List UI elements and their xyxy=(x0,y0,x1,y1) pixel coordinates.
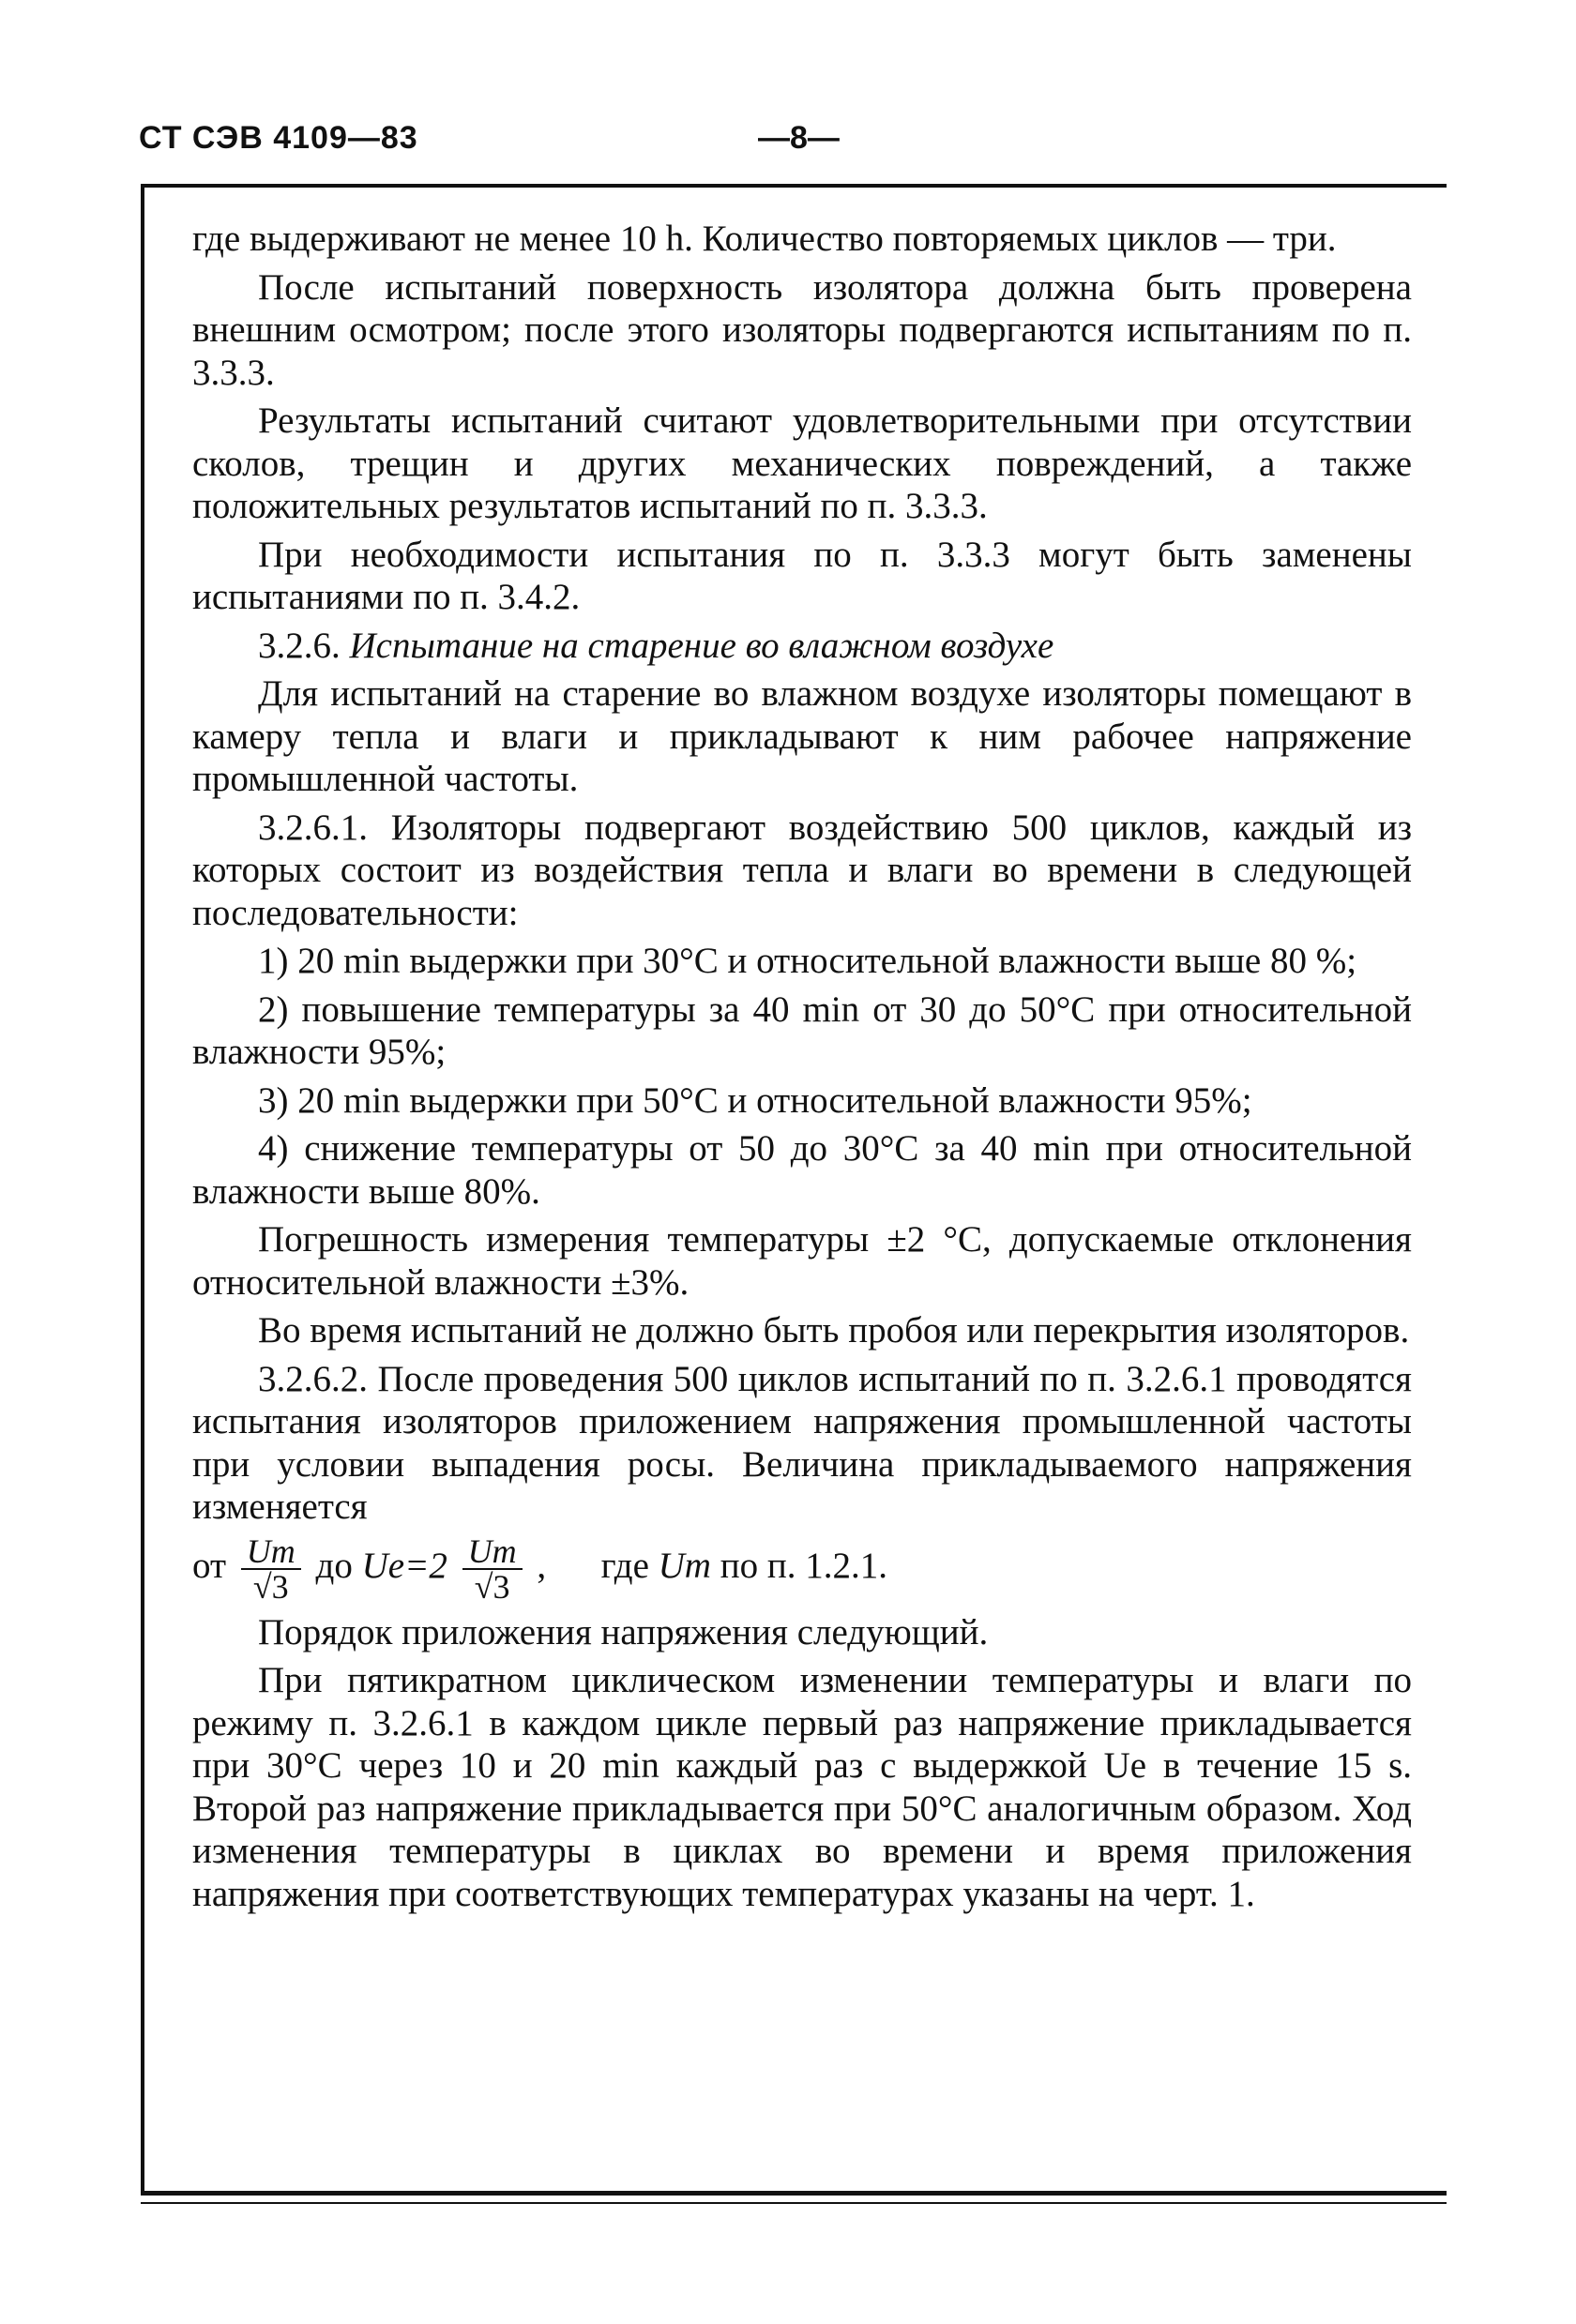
formula-reference: по п. 1.2.1. xyxy=(720,1545,887,1586)
frame-top-rule xyxy=(141,184,1447,188)
paragraph-no-breakdown: Во время испытаний не должно быть пробоя или перекрытия изоляторов. xyxy=(258,1310,1410,1351)
formula-to: до xyxy=(315,1545,353,1586)
paragraph-inspection: После испытаний поверхность изолятора должна быть проверена внешним осмотром; после этого изоляторы подвергаются испытаниям по п. 3.3.3. xyxy=(192,266,1412,393)
page-body xyxy=(192,218,1412,1921)
paragraph-replacement: При необходимости испытания по п. 3.3.3 могут быть заменены испытаниями по п. 3.4.2. xyxy=(192,534,1412,617)
section-heading-3-2-6 xyxy=(192,625,1412,668)
section-number: 3.2.6. xyxy=(258,625,341,666)
cycle-step-2: 2) повышение температуры за 40 min от 30 до 50°С при относительной влажности 95%; xyxy=(192,988,1412,1072)
fraction-numerator: Um xyxy=(241,1534,301,1570)
paragraph-order: Порядок приложения напряжения следующий. xyxy=(258,1611,989,1652)
paragraph-3-2-6-1: 3.2.6.1. Изоляторы подвергают воздействию 500 циклов, каждый из которых состоит из воздействия тепла и влаги во времени в следующей последовательности: xyxy=(192,807,1412,933)
frame-bottom-rule xyxy=(141,2191,1447,2196)
page-number: —8— xyxy=(758,120,840,156)
paragraph-3-2-6-2: 3.2.6.2. После проведения 500 циклов испытаний по п. 3.2.6.1 проводятся испытания изоляторов приложением напряжения промышленной частоты при условии выпадения росы. Величина прикладываемого напряжения изменяется xyxy=(192,1358,1412,1527)
paragraph-final: При пятикратном циклическом изменении температуры и влаги по режиму п. 3.2.6.1 в каждом цикле первый раз напряжение прикладывается при 30°С через 10 и 20 min каждый раз с выдержкой Ue в течение 15 s. Второй раз напряжение прикладывается при 50°С аналогичным образом. Ход изменения температуры в циклах во времени и время приложения напряжения при соответствующих температурах указаны на черт. 1. xyxy=(192,1660,1412,1914)
section-title: Испытание на старение во влажном воздухе xyxy=(349,625,1054,666)
document-code: СТ СЭВ 4109—83 xyxy=(139,120,418,156)
fraction-denominator: √3 xyxy=(474,1567,510,1606)
frame-left-rule xyxy=(141,184,144,2191)
formula-where: где xyxy=(600,1545,649,1586)
paragraph-aging-intro: Для испытаний на старение во влажном воздухе изоляторы помещают в камеру тепла и влаги и прикладывают к ним рабочее напряжение промышленной частоты. xyxy=(192,673,1412,799)
fraction-denominator: √3 xyxy=(252,1567,289,1606)
fraction-um-over-sqrt3 xyxy=(241,1534,301,1604)
page-header xyxy=(139,120,1443,165)
paragraph-tolerance: Погрешность измерения температуры ±2 °С, допускаемые отклонения относительной влажности ±3%. xyxy=(192,1219,1412,1303)
cycle-step-3: 3) 20 min выдержки при 50°С и относительной влажности 95%; xyxy=(258,1079,1252,1121)
fraction-numerator: Um xyxy=(462,1534,523,1570)
voltage-formula xyxy=(192,1534,1412,1606)
cycle-step-1: 1) 20 min выдержки при 30°С и относительной влажности выше 80 %; xyxy=(258,941,1357,981)
formula-from: от xyxy=(192,1545,227,1586)
formula-ue: Ue=2 xyxy=(361,1545,447,1586)
fraction-um-over-sqrt3-second xyxy=(462,1534,523,1604)
paragraph-results: Результаты испытаний считают удовлетворительными при отсутствии сколов, трещин и других механических повреждений, а также положительных результатов испытаний по п. 3.3.3. xyxy=(192,400,1412,526)
formula-um-symbol: Um xyxy=(658,1545,711,1586)
frame-bottom-rule-thin xyxy=(141,2202,1447,2204)
cycle-step-4: 4) снижение температуры от 50 до 30°С за 40 min при относительной влажности выше 80%. xyxy=(192,1128,1412,1212)
paragraph-continuation: где выдерживают не менее 10 h. Количество повторяемых циклов — три. xyxy=(192,219,1337,259)
formula-comma: , xyxy=(537,1545,547,1586)
